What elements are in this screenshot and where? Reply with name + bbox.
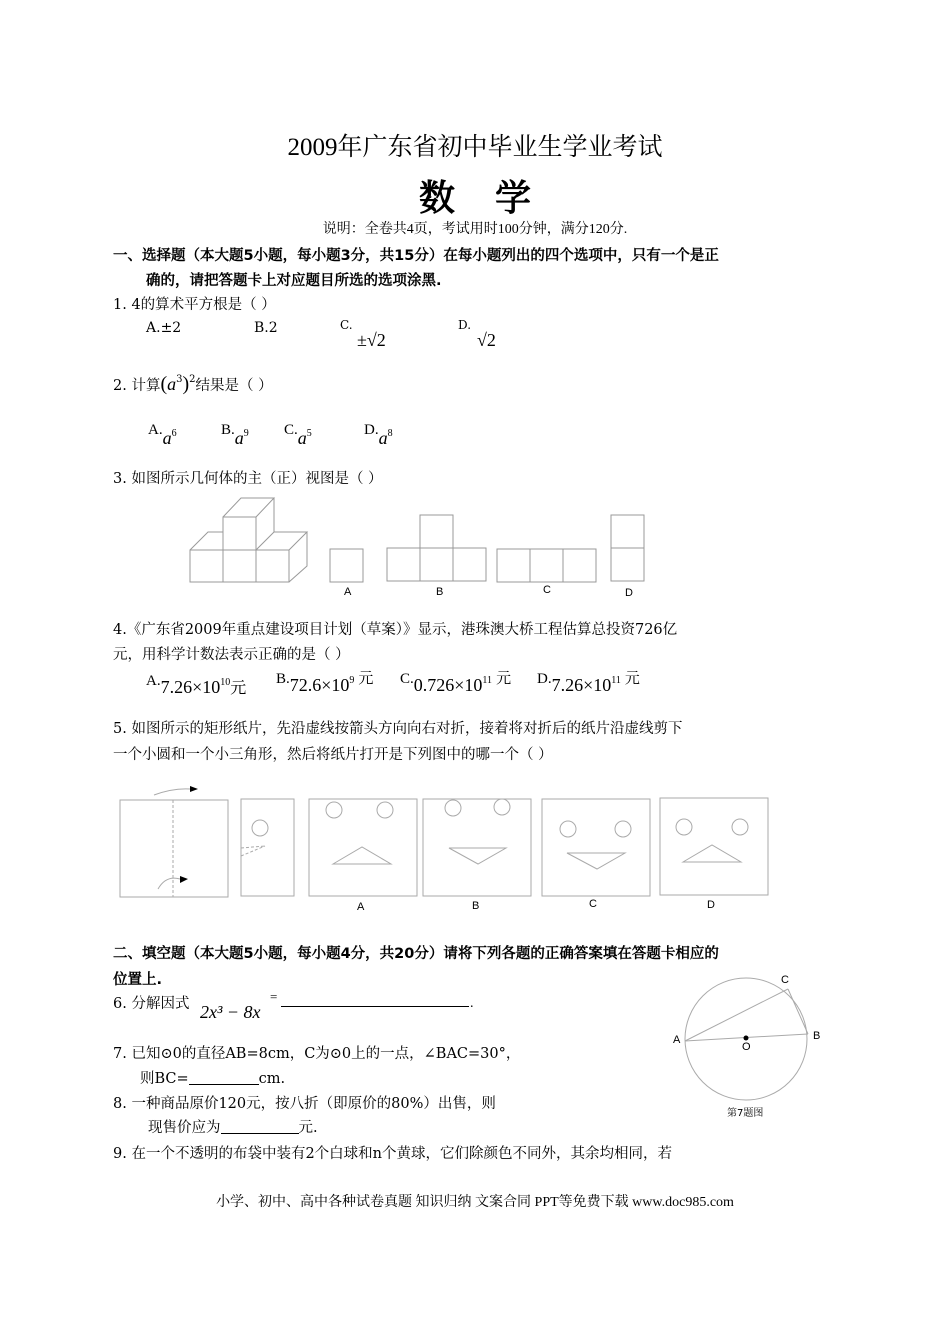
q8-line1: 8. 一种商品原价120元，按八折（即原价的80%）出售，则 — [113, 1096, 496, 1112]
section1-heading-cont: 确的，请把答题卡上对应题目所选的选项涂黑. — [146, 273, 442, 289]
q7-point-b: B — [813, 1030, 821, 1042]
q3-option-b-figure — [386, 514, 490, 584]
q1-option-c-value: ±√2 — [357, 330, 386, 350]
q6-expression: 2x³ − 8x — [200, 1002, 261, 1022]
q5-stem-line2: 一个小圆和一个小三角形，然后将纸片打开是下列图中的哪一个（ ） — [113, 747, 553, 763]
q7-answer-blank[interactable] — [189, 1071, 259, 1085]
q5-option-a-figure — [308, 798, 420, 898]
q5-option-d-figure — [659, 797, 771, 897]
q3-option-a-label: A — [344, 586, 352, 598]
q8-line2: 现售价应为 元. — [148, 1120, 318, 1136]
q1-option-c-label: C. — [340, 318, 353, 332]
q7-point-c: C — [781, 974, 789, 986]
q7-figure-caption: 第7题图 — [727, 1108, 764, 1119]
q5-option-c-label: C — [589, 898, 597, 910]
q3-option-c-label: C — [543, 584, 551, 596]
q7-point-o: O — [742, 1041, 751, 1053]
q2-option-a: $A.a^6$ — [148, 422, 177, 448]
q5-folded-paper-figure — [240, 798, 296, 898]
q3-option-b-label: B — [436, 586, 444, 598]
q6-equals: = — [270, 989, 278, 1004]
q5-option-b-label: B — [472, 900, 480, 912]
q5-stem-line1: 5. 如图所示的矩形纸片，先沿虚线按箭头方向向右对折，接着将对折后的纸片沿虚线剪下 — [113, 721, 683, 737]
q2-option-c: $C.a^5$ — [284, 422, 312, 448]
q4-option-c: C.0.726×1011 元 — [400, 671, 512, 695]
q4-stem-line2: 元，用科学计数法表示正确的是（ ） — [113, 647, 350, 663]
exam-note: 说明：全卷共4页，考试用时100分钟，满分120分. — [322, 222, 628, 237]
section1-heading: 一、选择题（本大题5小题，每小题3分，共15分）在每小题列出的四个选项中，只有一个是正 — [113, 248, 719, 264]
q7-line1: 7. 已知⊙0的直径AB=8cm，C为⊙0上的一点，∠BAC=30°， — [113, 1046, 521, 1062]
section2-heading: 二、填空题（本大题5小题，每小题4分，共20分）请将下列各题的正确答案填在答题卡相应的 — [113, 946, 719, 962]
q3-option-c-figure — [496, 548, 600, 584]
q7-point-a: A — [673, 1034, 681, 1046]
q4-option-d: D.7.26×1011 元 — [537, 671, 640, 695]
q6-answer-blank[interactable] — [281, 1006, 469, 1007]
q4-option-a: A.7.26×1010元 — [146, 673, 247, 697]
subject-title: 数学 — [418, 178, 571, 218]
q1-stem: 1. 4的算术平方根是（ ） — [113, 297, 276, 313]
q1-option-a: A.±2 — [146, 320, 182, 336]
q2-stem: 2. 计算$(a^3)^2$结果是（ ） — [113, 373, 273, 395]
footer-text: 小学、初中、高中各种试卷真题 知识归纳 文案合同 PPT等免费下载 www.doc985.com — [216, 1195, 734, 1210]
q1-option-d-label: D. — [458, 318, 472, 332]
q3-option-a-figure — [329, 548, 365, 584]
q3-solid-figure — [188, 496, 323, 586]
q9-line1: 9. 在一个不透明的布袋中装有2个白球和n个黄球，它们除颜色不同外，其余均相同，若 — [113, 1146, 673, 1162]
section2-heading-cont: 位置上. — [113, 972, 163, 988]
q6-end: . — [470, 996, 474, 1011]
q1-option-b: B.2 — [254, 320, 278, 336]
q3-stem: 3. 如图所示几何体的主（正）视图是（ ） — [113, 471, 383, 487]
q8-answer-blank[interactable] — [221, 1120, 299, 1134]
q4-option-b: B.72.6×109 元 — [276, 671, 374, 695]
q2-option-b: $B.a^9$ — [221, 422, 249, 448]
q5-option-d-label: D — [707, 899, 715, 911]
q7-line2: 则BC= cm. — [140, 1071, 286, 1087]
q4-stem-line1: 4.《广东省2009年重点建设项目计划（草案）》显示，港珠澳大桥工程估算总投资726亿 — [113, 622, 678, 638]
q5-original-paper-figure — [118, 780, 238, 900]
q1-option-d-value: √2 — [477, 330, 496, 350]
q6-stem: 6. 分解因式 — [113, 996, 190, 1012]
q3-option-d-label: D — [625, 587, 633, 599]
q5-option-c-figure — [541, 798, 653, 898]
q3-option-d-figure — [610, 514, 646, 584]
q2-option-d: $D.a^8$ — [364, 422, 393, 448]
q5-option-a-label: A — [357, 901, 365, 913]
q5-option-b-figure — [422, 798, 534, 898]
exam-title: 2009年广东省初中毕业生学业考试 — [287, 134, 663, 161]
